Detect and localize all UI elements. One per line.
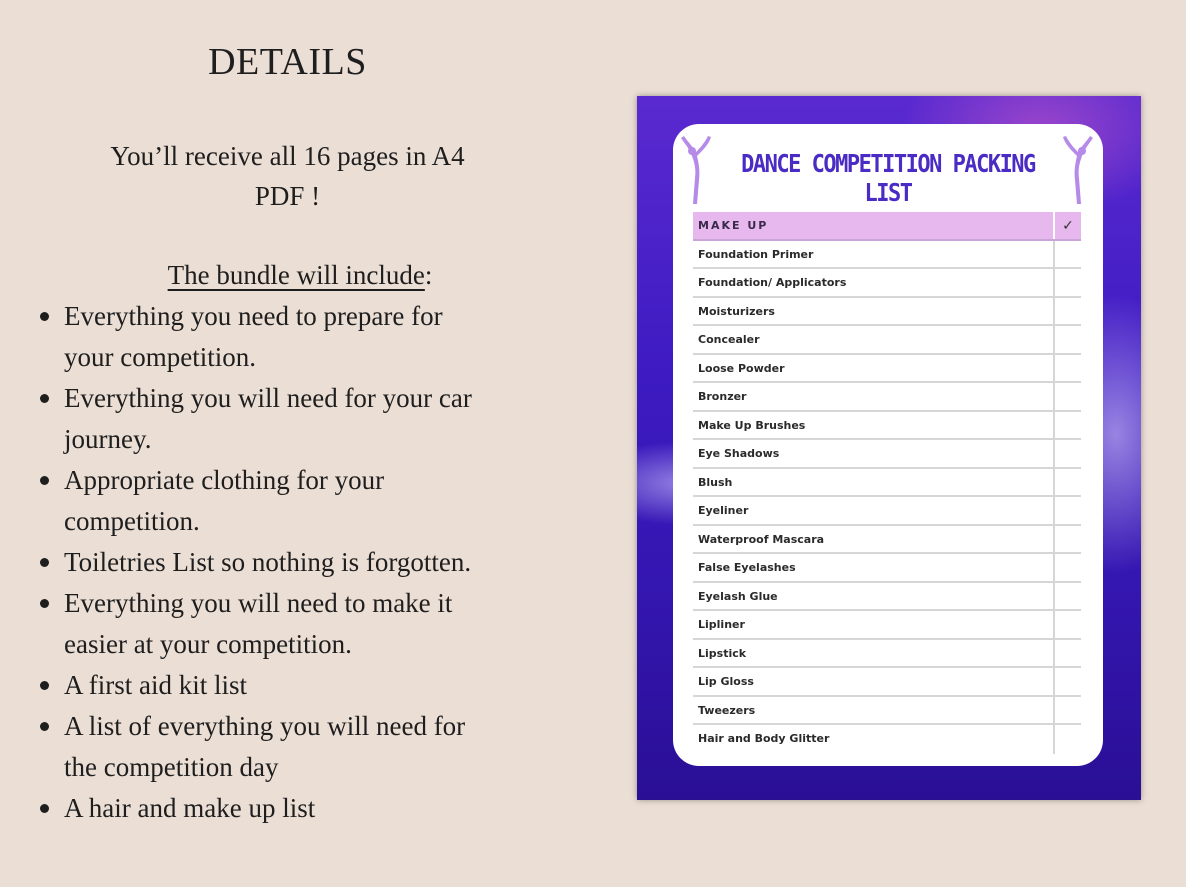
bullet-dot-icon — [40, 476, 49, 485]
bullet-dot-icon — [40, 681, 49, 690]
list-item — [693, 469, 1081, 498]
bundle-list-item — [38, 460, 598, 542]
bundle-list-item — [38, 788, 598, 829]
bundle-item-line: A first aid kit list — [64, 670, 248, 700]
bundle-list-item — [38, 378, 598, 460]
intro-line-2: PDF ! — [254, 181, 321, 211]
list-item — [693, 640, 1081, 669]
checkbox-cell — [1053, 725, 1081, 754]
bundle-list-item — [38, 665, 598, 706]
bundle-item-line: your competition. — [64, 342, 256, 372]
dancer-silhouette-icon — [677, 134, 717, 206]
packing-list-table — [693, 212, 1081, 754]
section-header-label: MAKE UP — [698, 219, 769, 232]
packing-list-preview — [637, 96, 1141, 800]
bundle-list-item — [38, 706, 598, 788]
list-item — [693, 554, 1081, 583]
checkbox-cell — [1053, 668, 1081, 695]
list-item-label: Lipstick — [698, 646, 747, 660]
list-item — [693, 412, 1081, 441]
packing-list-title: DANCE COMPETITION PACKING LIST — [741, 150, 1035, 208]
checkbox-cell — [1053, 355, 1081, 382]
list-item-label: Concealer — [698, 333, 760, 346]
bullet-dot-icon — [40, 394, 49, 403]
list-item — [693, 611, 1081, 640]
bullet-dot-icon — [40, 558, 49, 567]
section-header-row — [693, 212, 1081, 241]
list-item-label: Loose Powder — [698, 361, 785, 375]
dancer-silhouette-icon — [1057, 134, 1097, 206]
list-item-label: Waterproof Mascara — [698, 532, 825, 546]
checkbox-cell — [1053, 554, 1081, 581]
list-item-label: Foundation/ Applicators — [698, 276, 847, 289]
bundle-item-line: A list of everything you will need for — [64, 711, 466, 741]
list-item-label: Lip Gloss — [698, 675, 754, 688]
checkbox-cell — [1053, 640, 1081, 667]
list-item — [693, 241, 1081, 270]
list-item-label: Bronzer — [698, 390, 747, 403]
intro-line-1: You’ll receive all 16 pages in A4 — [110, 141, 465, 171]
list-item-label: Lipliner — [698, 618, 745, 631]
list-item — [693, 355, 1081, 384]
list-item-label: Eye Shadows — [698, 447, 780, 460]
intro-text — [60, 136, 515, 216]
list-item — [693, 583, 1081, 612]
list-item — [693, 668, 1081, 697]
checkbox-cell — [1053, 269, 1081, 296]
checkbox-cell — [1053, 440, 1081, 467]
list-item-label: Moisturizers — [698, 304, 775, 318]
bundle-item-line: Appropriate clothing for your — [64, 465, 385, 495]
list-item — [693, 383, 1081, 412]
list-item — [693, 440, 1081, 469]
checkbox-cell — [1053, 412, 1081, 439]
list-item-label: Blush — [698, 475, 733, 489]
list-item-label: Tweezers — [698, 703, 756, 717]
list-item — [693, 269, 1081, 298]
checkbox-cell — [1053, 526, 1081, 553]
bundle-heading-colon: : — [424, 260, 433, 290]
checkbox-cell — [1053, 383, 1081, 410]
checkbox-cell — [1053, 326, 1081, 353]
bullet-dot-icon — [40, 722, 49, 731]
bundle-item-line: Toiletries List so nothing is forgotten. — [64, 547, 472, 577]
list-item — [693, 298, 1081, 327]
list-item-label: Make Up Brushes — [698, 418, 806, 432]
bundle-item-line: Everything you need to prepare for — [64, 301, 443, 331]
list-item-label: Foundation Primer — [698, 247, 814, 261]
bundle-item-line: competition. — [64, 506, 200, 536]
details-title: DETAILS — [208, 41, 367, 83]
bundle-item-line: easier at your competition. — [64, 629, 352, 659]
checkbox-cell — [1053, 583, 1081, 610]
checkbox-cell — [1053, 298, 1081, 325]
bundle-list-item — [38, 542, 598, 583]
bullet-dot-icon — [40, 599, 49, 608]
bundle-item-line: the competition day — [64, 752, 279, 782]
bundle-heading — [0, 255, 600, 295]
bundle-list — [38, 296, 598, 829]
list-item-label: Eyelash Glue — [698, 589, 778, 603]
packing-list-card — [673, 124, 1103, 766]
bundle-list-item — [38, 583, 598, 665]
list-item-label: Eyeliner — [698, 504, 749, 517]
bundle-item-line: journey. — [64, 424, 152, 454]
checkbox-cell — [1053, 697, 1081, 724]
checkbox-cell — [1053, 469, 1081, 496]
bundle-heading-text: The bundle will include — [167, 260, 425, 290]
list-item — [693, 326, 1081, 355]
list-item — [693, 697, 1081, 726]
list-item-label: Hair and Body Glitter — [698, 732, 830, 745]
bundle-list-item — [38, 296, 598, 378]
bundle-item-line: Everything you will need to make it — [64, 588, 453, 618]
bullet-dot-icon — [40, 312, 49, 321]
list-item — [693, 526, 1081, 555]
checkbox-cell — [1053, 611, 1081, 638]
bundle-item-line: A hair and make up list — [64, 793, 316, 823]
checkbox-cell — [1053, 497, 1081, 524]
list-item-label: False Eyelashes — [698, 561, 796, 574]
check-column-header: ✓ — [1053, 212, 1081, 239]
bullet-dot-icon — [40, 804, 49, 813]
bundle-item-line: Everything you will need for your car — [64, 383, 472, 413]
list-item — [693, 497, 1081, 526]
list-item — [693, 725, 1081, 754]
checkbox-cell — [1053, 241, 1081, 268]
